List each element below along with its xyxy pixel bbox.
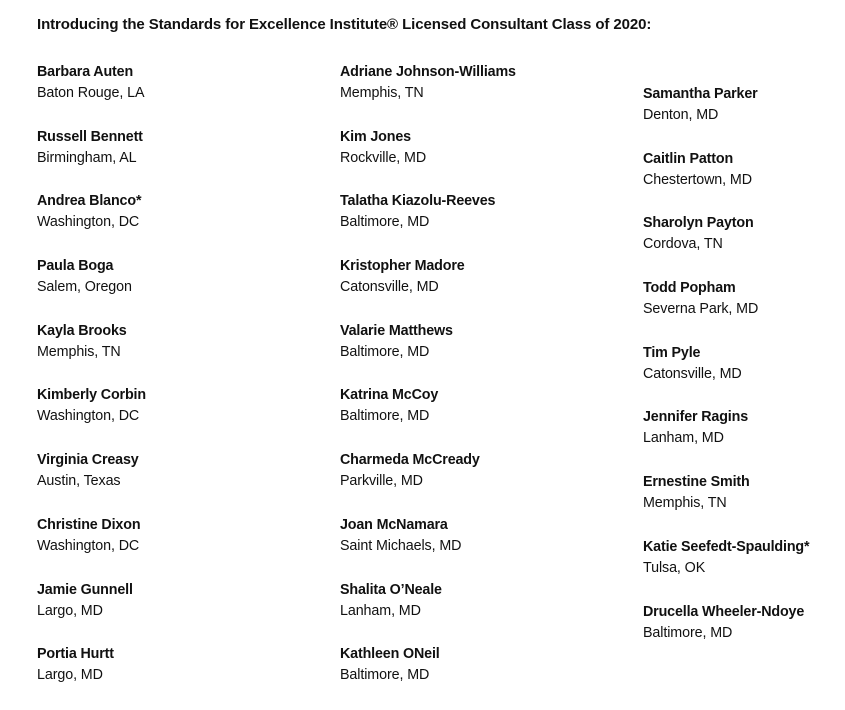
consultant-entry — [340, 321, 560, 365]
consultant-name: Tim Pyle — [643, 344, 701, 361]
consultant-name: Kathleen ONeil — [340, 646, 440, 663]
consultant-location: Rockville, MD — [340, 149, 427, 166]
consultant-name: Charmeda McCready — [340, 452, 480, 469]
consultant-entry — [643, 149, 843, 193]
consultant-name: Ernestine Smith — [643, 474, 750, 491]
consultant-entry — [643, 537, 843, 581]
consultant-location: Baltimore, MD — [340, 408, 430, 425]
consultant-column-3 — [643, 84, 843, 666]
consultant-entry — [37, 62, 257, 106]
consultant-entry — [340, 515, 560, 559]
consultant-name: Andrea Blanco* — [37, 193, 142, 210]
consultant-name: Kim Jones — [340, 128, 411, 145]
consultant-entry — [643, 602, 843, 646]
consultant-location: Baltimore, MD — [340, 667, 430, 684]
consultant-entry — [37, 515, 257, 559]
consultant-name: Talatha Kiazolu-Reeves — [340, 193, 496, 210]
consultant-name: Kayla Brooks — [37, 322, 127, 339]
consultant-location: Washington, DC — [37, 214, 140, 231]
consultant-column-2 — [340, 62, 560, 709]
consultant-name: Jennifer Ragins — [643, 409, 749, 426]
consultant-location: Washington, DC — [37, 537, 140, 554]
consultant-entry — [340, 644, 560, 688]
consultant-entry — [340, 127, 560, 171]
consultant-location: Chestertown, MD — [643, 171, 752, 188]
consultant-location: Saint Michaels, MD — [340, 537, 462, 554]
consultant-location: Birmingham, AL — [37, 149, 137, 166]
consultant-name: Jamie Gunnell — [37, 581, 133, 598]
consultant-location: Lanham, MD — [643, 430, 724, 447]
consultant-location: Catonsville, MD — [340, 279, 439, 296]
consultant-location: Salem, Oregon — [37, 279, 132, 296]
consultant-location: Cordova, TN — [643, 236, 723, 253]
consultant-location: Parkville, MD — [340, 473, 423, 490]
consultant-location: Catonsville, MD — [643, 365, 742, 382]
consultant-name: Adriane Johnson-Williams — [340, 64, 516, 80]
consultant-location: Austin, Texas — [37, 473, 121, 490]
consultant-name: Barbara Auten — [37, 64, 134, 80]
consultant-name: Portia Hurtt — [37, 646, 114, 663]
consultant-location: Largo, MD — [37, 667, 103, 684]
consultant-name: Samantha Parker — [643, 86, 758, 102]
consultant-location: Largo, MD — [37, 602, 103, 619]
consultant-name: Shalita O’Neale — [340, 581, 442, 598]
consultant-name: Russell Bennett — [37, 128, 143, 145]
consultant-name: Paula Boga — [37, 258, 114, 275]
consultant-entry — [643, 213, 843, 257]
consultant-location: Severna Park, MD — [643, 301, 759, 318]
consultant-location: Tulsa, OK — [643, 559, 706, 576]
consultant-entry — [37, 191, 257, 235]
consultant-entry — [340, 580, 560, 624]
consultant-entry — [340, 450, 560, 494]
consultant-name: Sharolyn Payton — [643, 215, 754, 232]
consultant-entry — [37, 644, 257, 688]
consultant-location: Lanham, MD — [340, 602, 421, 619]
consultant-entry — [643, 278, 843, 322]
consultant-entry — [643, 472, 843, 516]
consultant-entry — [37, 450, 257, 494]
consultant-location: Baltimore, MD — [643, 624, 733, 641]
consultant-name: Caitlin Patton — [643, 150, 734, 167]
consultant-name: Katrina McCoy — [340, 387, 439, 404]
consultant-name: Joan McNamara — [340, 516, 448, 533]
consultant-entry — [643, 343, 843, 387]
consultant-entry — [37, 580, 257, 624]
consultant-name: Virginia Creasy — [37, 452, 139, 469]
consultant-name: Christine Dixon — [37, 516, 141, 533]
consultant-entry — [37, 321, 257, 365]
consultant-location: Memphis, TN — [643, 495, 727, 512]
consultant-name: Kristopher Madore — [340, 258, 465, 275]
consultant-entry — [37, 256, 257, 300]
consultant-entry — [643, 84, 843, 128]
consultant-location: Baton Rouge, LA — [37, 85, 145, 101]
consultant-location: Memphis, TN — [37, 343, 121, 360]
consultant-location: Baltimore, MD — [340, 343, 430, 360]
consultant-name: Todd Popham — [643, 280, 736, 297]
consultant-entry — [340, 385, 560, 429]
consultant-entry — [643, 407, 843, 451]
consultant-location: Baltimore, MD — [340, 214, 430, 231]
consultant-entry — [37, 127, 257, 171]
consultant-column-1 — [37, 62, 257, 709]
consultant-name: Valarie Matthews — [340, 322, 453, 339]
consultant-location: Memphis, TN — [340, 85, 424, 101]
consultant-entry — [340, 256, 560, 300]
consultant-location: Denton, MD — [643, 107, 719, 123]
consultant-location: Washington, DC — [37, 408, 140, 425]
consultant-name: Kimberly Corbin — [37, 387, 146, 404]
consultant-name: Drucella Wheeler-Ndoye — [643, 603, 805, 620]
consultant-entry — [37, 385, 257, 429]
page-heading: Introducing the Standards for Excellence Institute® Licensed Consultant Class of 2020: — [37, 16, 652, 33]
consultant-name: Katie Seefedt-Spaulding* — [643, 538, 810, 555]
consultant-entry — [340, 191, 560, 235]
consultant-entry — [340, 62, 560, 106]
